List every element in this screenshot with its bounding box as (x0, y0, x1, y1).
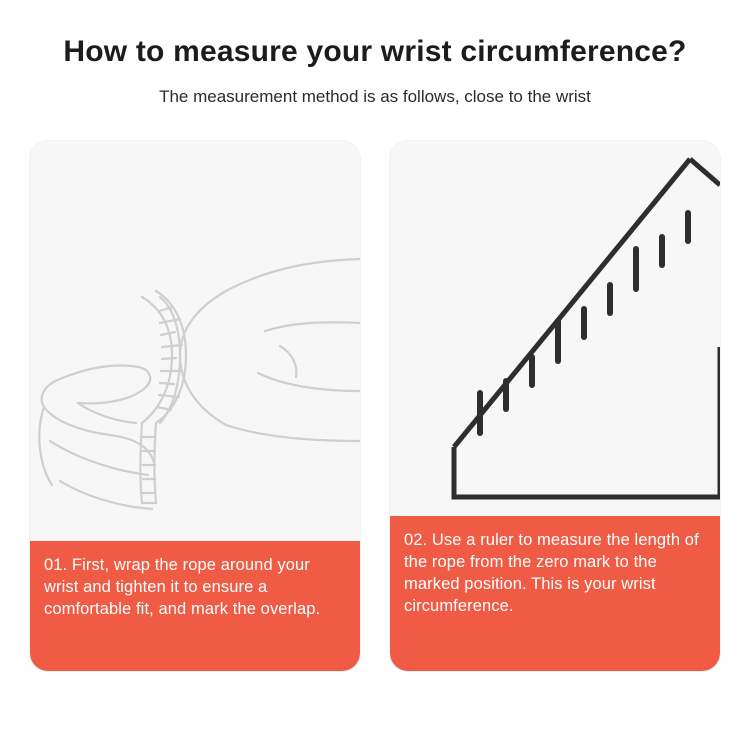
step-1-caption-text: 01. First, wrap the rope around your wrist and tighten it to ensure a comfortable fit, and mark the overlap. (44, 556, 321, 618)
step-card-2 (390, 141, 720, 671)
wrist-with-tape-measure-illustration (30, 141, 360, 541)
page-header (0, 0, 750, 108)
step-1-caption (30, 541, 360, 671)
step-2-caption-text: 02. Use a ruler to measure the length of the rope from the zero mark to the marked position. This is your wrist circumference. (404, 531, 699, 615)
step-card-1 (30, 141, 360, 671)
page-subtitle: The measurement method is as follows, close to the wrist (159, 87, 591, 106)
steps-container (0, 141, 750, 671)
ruler-illustration (390, 141, 720, 541)
step-2-caption (390, 516, 720, 671)
page-title: How to measure your wrist circumference? (63, 35, 687, 68)
